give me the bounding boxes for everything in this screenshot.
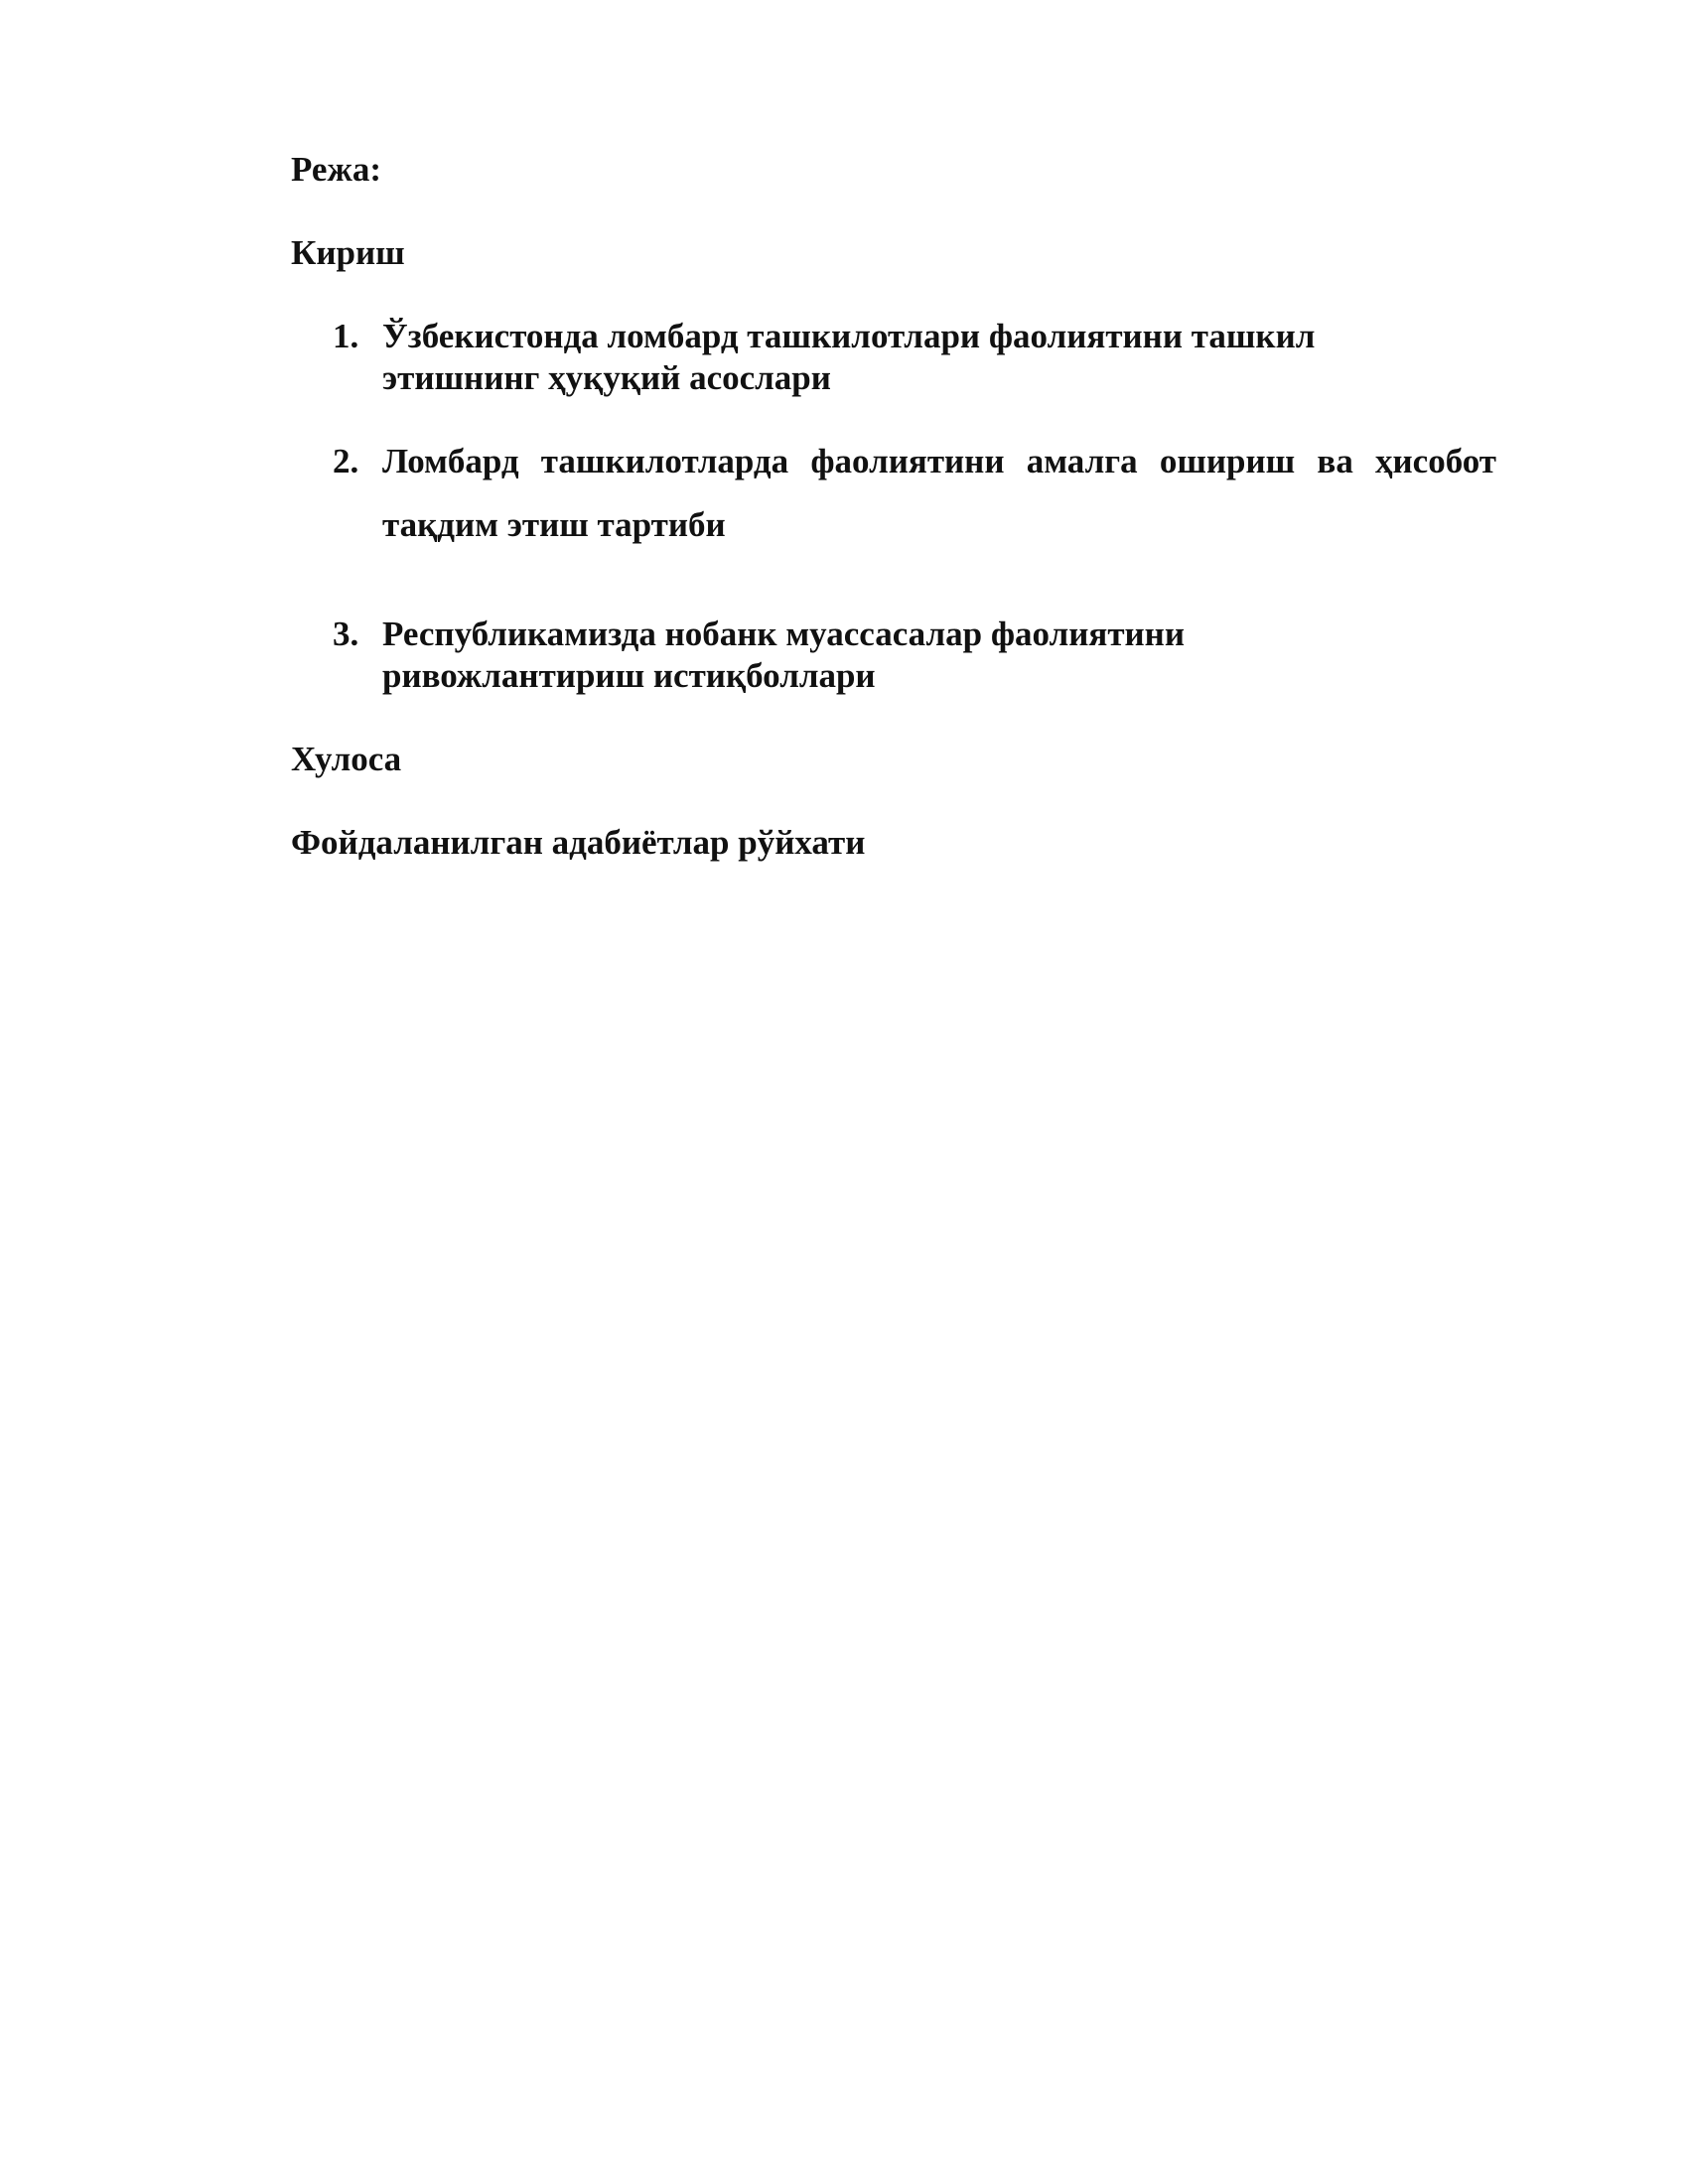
list-item-number: 1. [333,317,359,355]
list-item-number: 2. [333,442,359,480]
conclusion-heading: Хулоса [291,740,402,778]
plan-title: Режа: [291,150,381,189]
intro-heading: Кириш [291,233,405,272]
list-item-line: этишнинг ҳуқуқий асослари [382,358,831,397]
list-item-line: Ломбард ташкилотларда фаолиятини амалга ошириш ва ҳисобот [382,442,1496,480]
list-item-line: тақдим этиш тартиби [382,505,726,544]
references-heading: Фойдаланилган адабиётлар рўйхати [291,823,866,862]
list-item-number: 3. [333,614,359,653]
list-item-line: Ўзбекистонда ломбард ташкилотлари фаолиятини ташкил [382,317,1316,355]
list-item-line: ривожлантириш истиқболлари [382,656,876,695]
list-item-line: Республикамизда нобанк муассасалар фаолиятини [382,614,1186,653]
